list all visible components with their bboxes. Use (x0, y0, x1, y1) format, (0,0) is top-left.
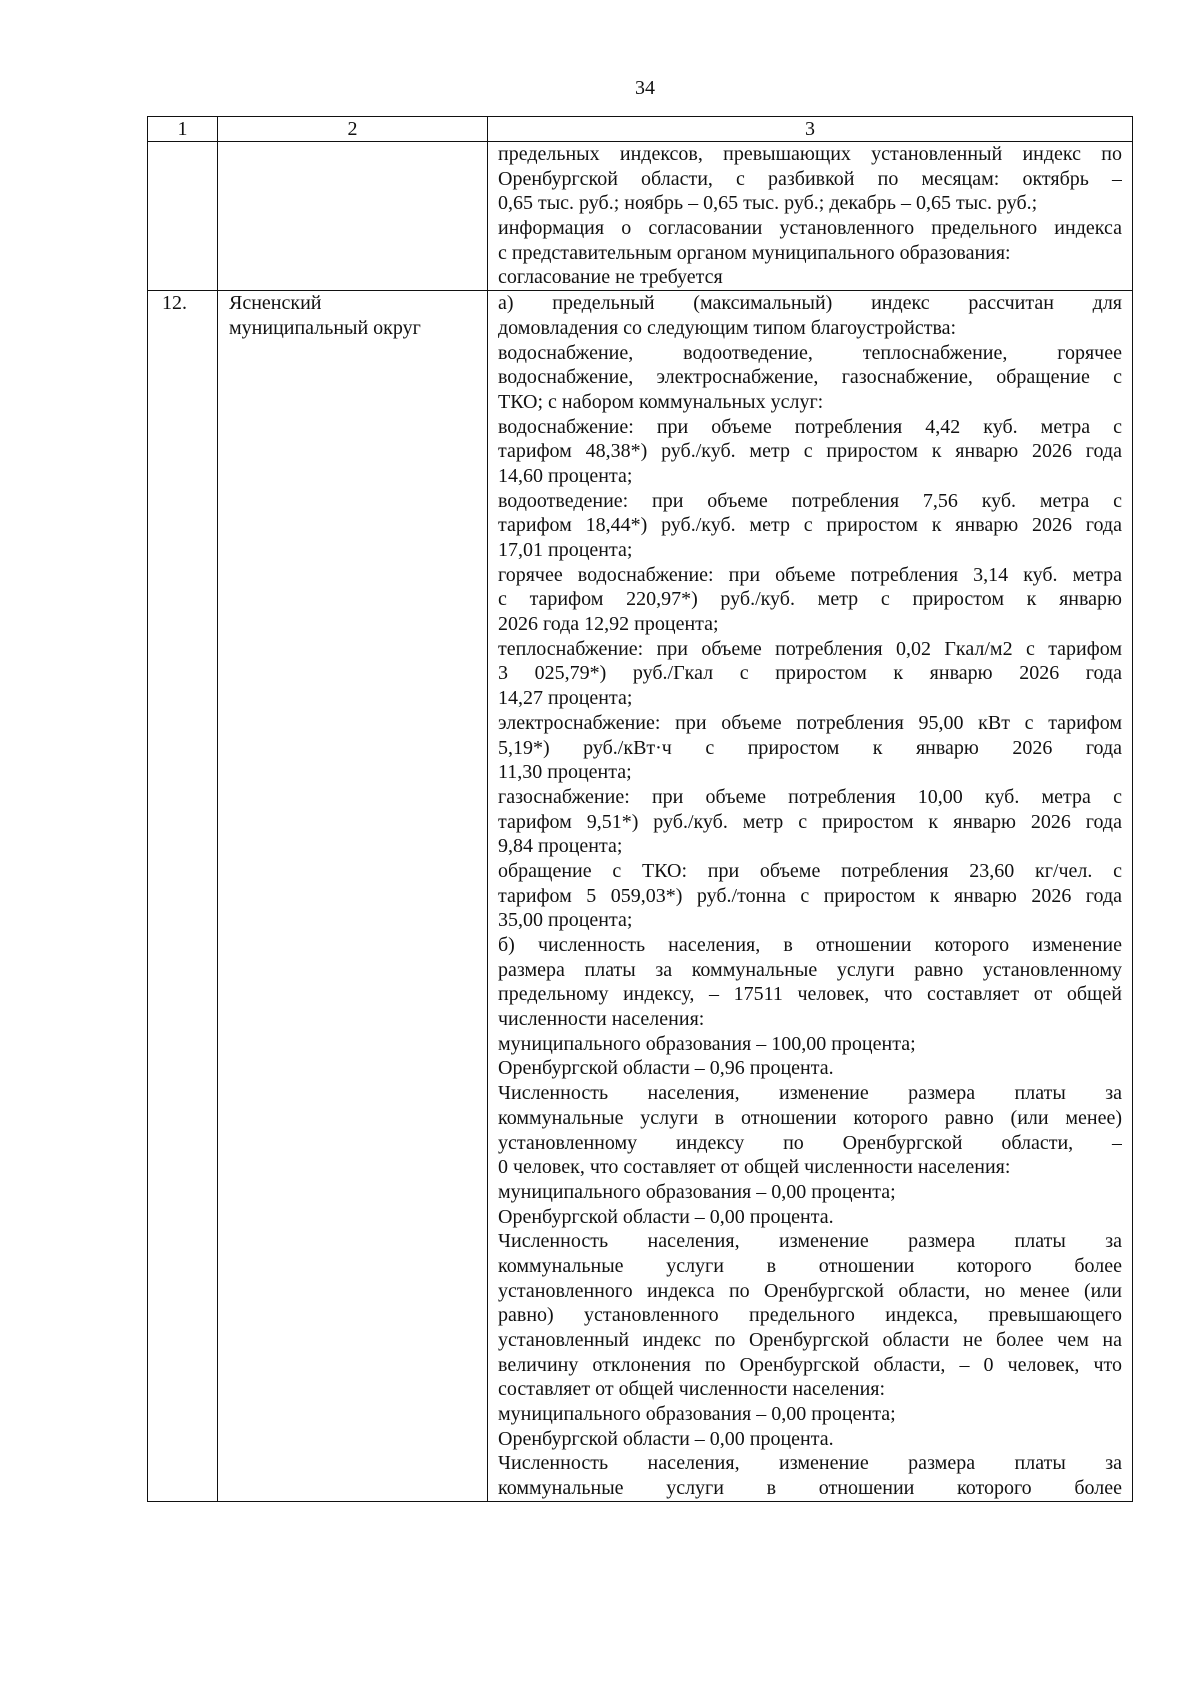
text-line: установленный индекс по Оренбургской области не более чем на (498, 1329, 1122, 1351)
text-line: водоотведение: при объеме потребления 7,56 куб. метра с (498, 489, 1122, 512)
text-line: а) предельный (максимальный) индекс рассчитан для (498, 292, 1122, 315)
text-line: с тарифом 220,97*) руб./куб. метр с приростом к январю (498, 588, 1122, 611)
text-line: размера платы за коммунальные услуги равно установленному (498, 958, 1122, 981)
text-line: Численность населения, изменение размера платы за (498, 1452, 1122, 1475)
table-header-row (148, 117, 1133, 142)
text-line: предельных индексов, превышающих установленный индекс по (498, 143, 1122, 165)
text-line: электроснабжение: при объеме потребления 95,00 кВт с тарифом (498, 711, 1122, 734)
text-line: коммунальные услуги в отношении которого более (498, 1254, 1122, 1277)
page-number: 34 (635, 77, 655, 99)
text-line: тарифом 18,44*) руб./куб. метр с приростом к январю 2026 года (498, 514, 1122, 537)
text-line: водоснабжение, водоотведение, теплоснабжение, горячее (498, 341, 1122, 364)
row-description (488, 291, 1133, 1502)
text-line: Оренбургской области – 0,96 процента. (498, 1057, 834, 1080)
continuation-cell-text (488, 142, 1133, 291)
text-line: 17,01 процента; (498, 539, 633, 561)
text-line: 5,19*) руб./кВт·ч с приростом к январю 2026 года (498, 736, 1122, 759)
text-line: водоснабжение, электроснабжение, газоснабжение, обращение с (498, 366, 1122, 389)
text-line: 11,30 процента; (498, 761, 632, 784)
text-line: 3 025,79*) руб./Гкал с приростом к январю 2026 года (498, 662, 1122, 685)
text-line: домовладения со следующим типом благоустройства: (498, 316, 957, 339)
text-line: установленного индекса по Оренбургской области, но менее (или (498, 1279, 1122, 1302)
text-line: 0,65 тыс. руб.; ноябрь – 0,65 тыс. руб.; декабрь – 0,65 тыс. руб.; (498, 192, 1038, 215)
text-line: муниципального образования – 0,00 процента; (498, 1180, 896, 1203)
text-line: коммунальные услуги в отношении которого равно (или менее) (498, 1106, 1122, 1129)
text-line: равно) установленного предельного индекса, превышающего (498, 1304, 1122, 1327)
municipality-name-line-2: муниципальный округ (229, 316, 421, 339)
text-line: Оренбургской области, с разбивкой по месяцам: октябрь – (498, 167, 1122, 190)
text-line: 14,27 процента; (498, 687, 633, 710)
text-line: установленному индексу по Оренбургской области, – (498, 1131, 1122, 1154)
municipality-name-line-1: Ясненский (229, 292, 322, 315)
text-line: муниципального образования – 100,00 процента; (498, 1032, 916, 1055)
text-line: Оренбургской области – 0,00 процента. (498, 1427, 834, 1450)
text-line: газоснабжение: при объеме потребления 10,00 куб. метра с (498, 785, 1122, 808)
text-line: тарифом 48,38*) руб./куб. метр с приростом к январю 2026 года (498, 440, 1122, 463)
table-row-continuation (148, 142, 1133, 291)
text-line: величину отклонения по Оренбургской области, – 0 человек, что (498, 1353, 1122, 1376)
text-line: информация о согласовании установленного предельного индекса (498, 217, 1122, 240)
continuation-cell-name (218, 142, 488, 291)
text-line: 9,84 процента; (498, 835, 623, 858)
header-col-3: 3 (488, 117, 1133, 142)
text-line: Численность населения, изменение размера платы за (498, 1230, 1122, 1253)
text-line: горячее водоснабжение: при объеме потребления 3,14 куб. метра (498, 563, 1122, 586)
text-line: согласование не требуется (498, 266, 723, 289)
text-line: 35,00 процента; (498, 909, 633, 932)
header-col-1: 1 (148, 117, 218, 142)
text-line: составляет от общей численности населения: (498, 1378, 886, 1401)
text-line: Численность населения, изменение размера платы за (498, 1082, 1122, 1105)
text-line: Оренбургской области – 0,00 процента. (498, 1205, 834, 1228)
text-line: с представительным органом муниципального образования: (498, 241, 1011, 264)
text-line: б) численность населения, в отношении которого изменение (498, 934, 1122, 956)
text-line: водоснабжение: при объеме потребления 4,42 куб. метра с (498, 415, 1122, 438)
header-col-2: 2 (218, 117, 488, 142)
text-line: тарифом 9,51*) руб./куб. метр с приростом к январю 2026 года (498, 810, 1122, 833)
text-line: тарифом 5 059,03*) руб./тонна с приростом к январю 2026 года (498, 884, 1122, 907)
municipality-name (218, 291, 488, 1502)
table-row-12 (148, 291, 1133, 1502)
text-line: 2026 года 12,92 процента; (498, 613, 719, 636)
continuation-cell-number (148, 142, 218, 291)
text-line: численности населения: (498, 1008, 705, 1031)
text-line: муниципального образования – 0,00 процента; (498, 1403, 896, 1426)
text-line: ТКО; с набором коммунальных услуг: (498, 390, 824, 413)
text-line: теплоснабжение: при объеме потребления 0,02 Гкал/м2 с тарифом (498, 637, 1122, 660)
text-line: 14,60 процента; (498, 464, 633, 487)
text-line: коммунальные услуги в отношении которого более (498, 1477, 1122, 1500)
row-number: 12. (148, 291, 218, 1502)
document-table (147, 116, 1133, 1502)
text-line: предельному индексу, – 17511 человек, что составляет от общей (498, 983, 1122, 1006)
text-line: обращение с ТКО: при объеме потребления 23,60 кг/чел. с (498, 859, 1122, 882)
text-line: 0 человек, что составляет от общей численности населения: (498, 1156, 1011, 1179)
